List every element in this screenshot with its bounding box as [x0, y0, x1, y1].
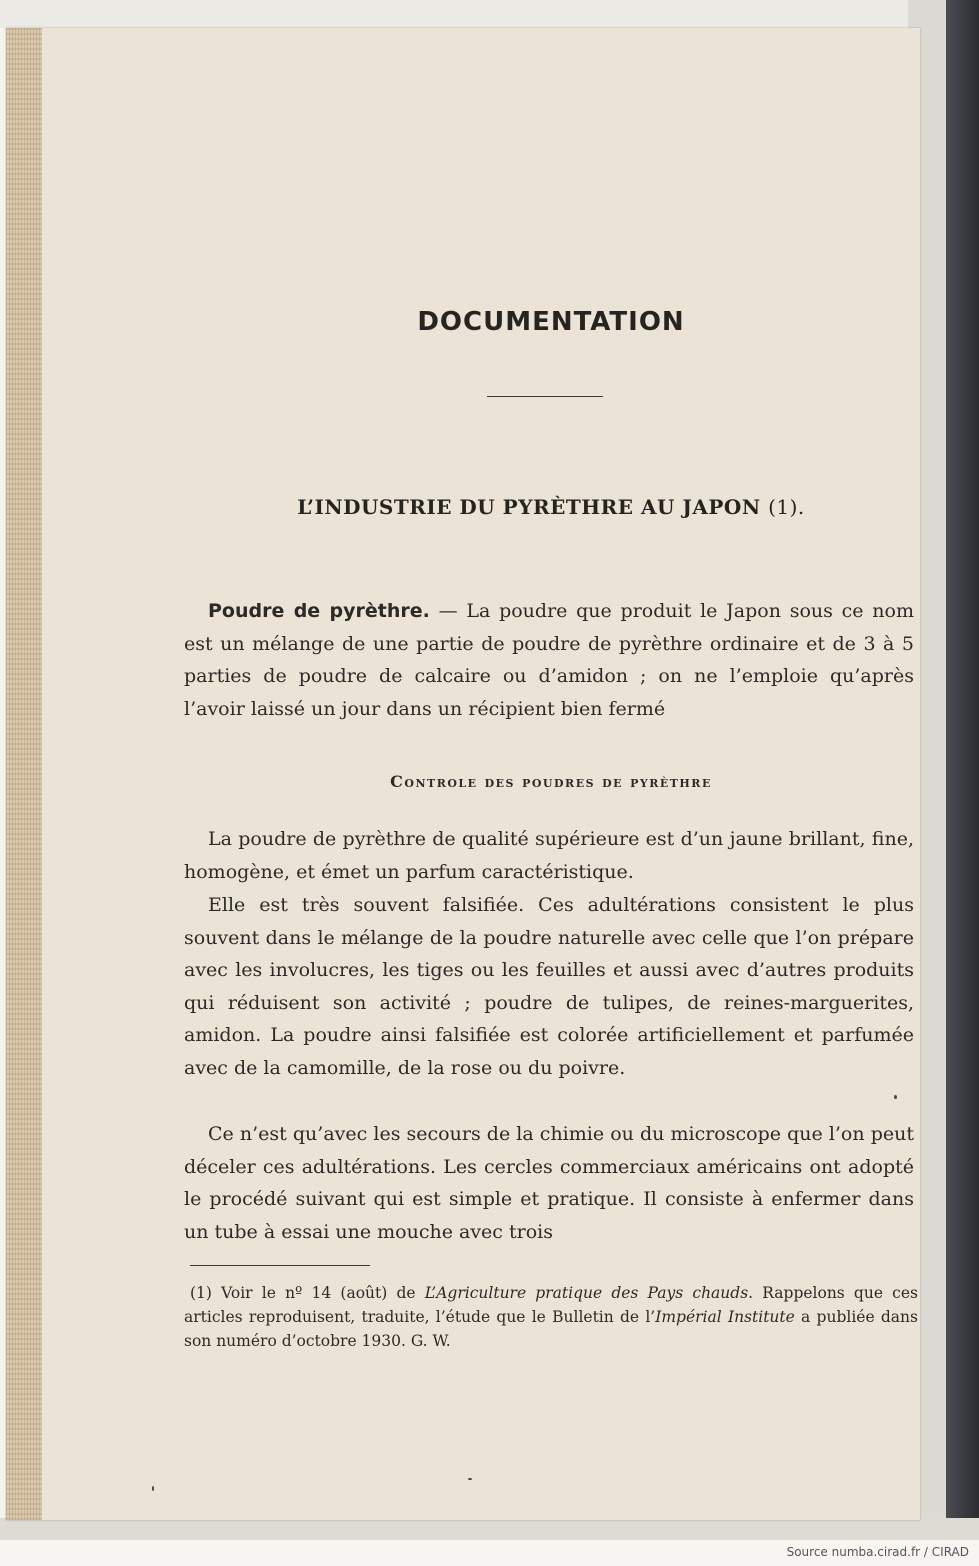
article-heading	[0, 495, 979, 519]
scanner-bottom-edge	[0, 1518, 979, 1540]
footnote-divider	[190, 1265, 370, 1266]
section-subheading: Controle des poudres de pyrèthre	[390, 772, 712, 791]
scanner-top-edge	[0, 0, 979, 28]
paragraph-poudre	[184, 595, 914, 725]
footnote-italic-1: L’Agriculture pratique des Pays chauds	[424, 1284, 749, 1302]
page-title: DOCUMENTATION	[417, 307, 685, 337]
footnote-text-1: (1) Voir le nº 14 (août) de	[190, 1284, 425, 1302]
paragraph-body: — La poudre que produit le Japon sous ce nom est un mélange de une partie de poudre de pyrèthre ordinaire et de 3 à 5 parties de poudre de calcaire ou d’amidon ; on ne l’emploie qu’après l’avoir laissé un jour dans un récipient bien fermé	[184, 600, 914, 720]
paragraph-lead: Poudre de pyrèthre.	[208, 600, 430, 622]
paper-speck	[468, 1478, 472, 1480]
article-heading-text: L’INDUSTRIE DU PYRÈTHRE AU JAPON	[297, 495, 761, 519]
footnote-reference: (1).	[768, 495, 805, 519]
source-credit: Source numba.cirad.fr / CIRAD	[786, 1545, 969, 1559]
paragraph-chimie: Ce n’est qu’avec les secours de la chimie ou du microscope que l’on peut déceler ces adultérations. Les cercles commerciaux américains ont adopté le procédé suivant qui est simple et pratique. Il consiste à enfermer dans un tube à essai une mouche avec trois	[184, 1123, 914, 1243]
paper-speck	[152, 1486, 154, 1491]
paper-speck	[894, 1095, 897, 1099]
paragraph-falsification: Elle est très souvent falsifiée. Ces adultérations consistent le plus souvent dans le mélange de la poudre naturelle avec celle que l’on prépare avec les involucres, les tiges ou les feuilles et aussi avec d’autres produits qui réduisent son activité ; poudre de tulipes, de reines-marguerites, amidon. La poudre ainsi falsifiée est colorée artificiellement et parfumée avec de la camomille, de la rose ou du poivre.	[184, 894, 914, 1079]
title-divider	[487, 396, 603, 397]
footnote	[184, 1281, 918, 1353]
footnote-italic-2: Impérial Institute	[655, 1308, 795, 1326]
paragraph-qualite: La poudre de pyrèthre de qualité supérieure est d’un jaune brillant, fine, homogène, et émet un parfum caractéristique.	[184, 828, 914, 883]
footnote-text-3: a publiée dans son numéro d’octobre 1930. G. W.	[184, 1308, 918, 1350]
footnote-text-2: . Rappelons que ces articles reproduisent, traduite, l’étude que le Bulletin de l’	[184, 1284, 918, 1326]
book-cover-edge	[946, 0, 979, 1540]
